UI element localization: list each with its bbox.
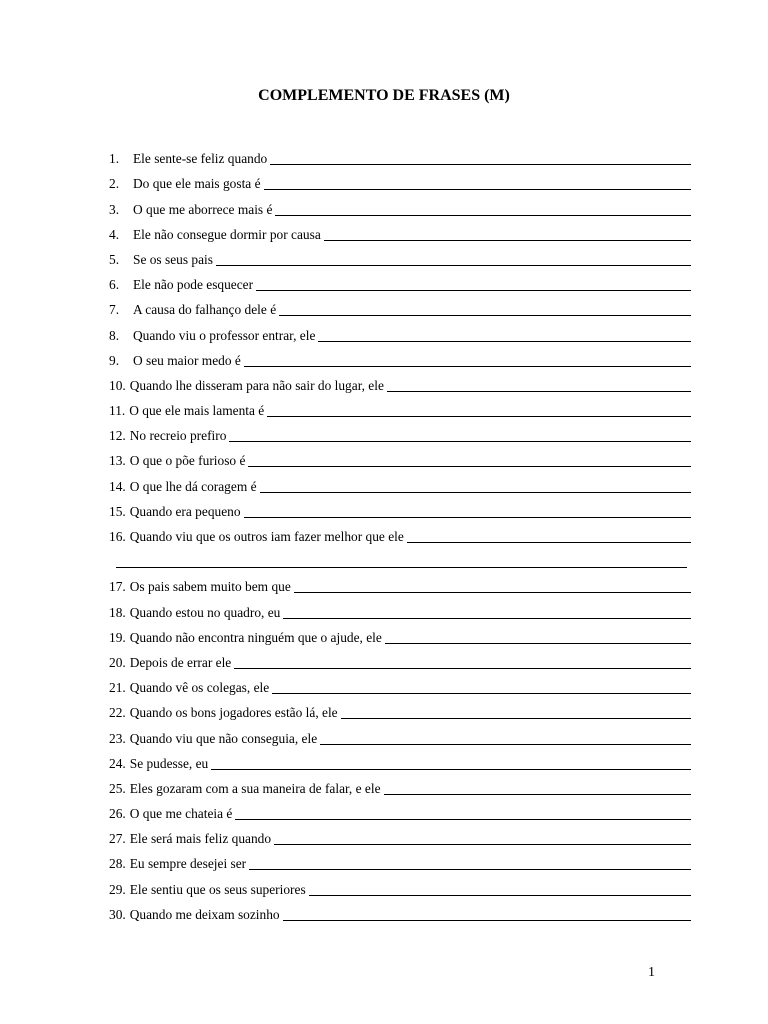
answer-blank-line[interactable] — [260, 491, 691, 493]
sentence-item — [109, 571, 691, 596]
answer-blank-line[interactable] — [275, 214, 691, 216]
sentence-prompt: O que me chateia é — [129, 806, 233, 822]
sentence-item — [109, 596, 691, 621]
item-number: 19. — [109, 629, 126, 645]
sentence-item — [109, 848, 691, 873]
item-number: 18. — [109, 604, 126, 620]
sentence-prompt: Eles gozaram com a sua maneira de falar, e ele — [129, 780, 381, 796]
sentence-prompt: Quando viu que os outros iam fazer melhor que ele — [129, 529, 404, 544]
sentence-item — [109, 873, 691, 898]
item-number: 10. — [109, 377, 126, 393]
sentence-prompt: Quando vê os colegas, ele — [129, 680, 270, 696]
sentence-prompt: Quando viu que não conseguia, ele — [129, 730, 318, 746]
item-number: 1. — [109, 151, 120, 167]
sentence-prompt: Quando os bons jogadores estão lá, ele — [129, 705, 338, 721]
answer-blank-line[interactable] — [270, 163, 691, 165]
sentence-item — [109, 647, 691, 672]
answer-blank-line[interactable] — [387, 390, 691, 392]
item-number: 26. — [109, 806, 126, 822]
sentence-item — [109, 672, 691, 697]
sentence-item — [109, 143, 691, 168]
sentence-prompt: O que o põe furioso é — [129, 453, 246, 469]
sentence-prompt: Quando me deixam sozinho — [129, 906, 280, 922]
document-title: COMPLEMENTO DE FRASES (M) — [258, 87, 510, 104]
answer-blank-line[interactable] — [279, 314, 691, 316]
answer-continuation-line[interactable] — [109, 546, 691, 571]
sentence-item — [109, 168, 691, 193]
sentence-item — [109, 445, 691, 470]
item-number: 20. — [109, 654, 126, 670]
sentence-prompt: Ele não pode esquecer — [133, 277, 254, 293]
item-number: 21. — [109, 680, 126, 696]
sentence-item — [109, 722, 691, 747]
sentence-prompt: Ele será mais feliz quando — [129, 831, 272, 847]
sentence-item — [109, 395, 691, 420]
sentence-item — [109, 823, 691, 848]
answer-blank-line[interactable] — [320, 743, 691, 745]
answer-blank-line[interactable] — [264, 188, 691, 190]
answer-blank-line[interactable] — [229, 440, 691, 442]
sentence-item — [109, 370, 691, 395]
sentence-prompt: O que ele mais lamenta é — [129, 403, 265, 419]
item-number: 22. — [109, 705, 126, 721]
sentence-item — [109, 773, 691, 798]
item-number: 6. — [109, 277, 120, 293]
item-number: 9. — [109, 352, 120, 368]
item-number: 8. — [109, 327, 120, 343]
sentence-item — [109, 622, 691, 647]
answer-blank-line[interactable] — [216, 264, 691, 266]
answer-blank-line[interactable] — [249, 868, 691, 870]
answer-blank-line[interactable] — [244, 365, 691, 367]
item-number: 5. — [109, 251, 120, 267]
sentence-prompt: Quando era pequeno — [129, 503, 241, 519]
answer-blank-line[interactable] — [235, 818, 691, 820]
answer-blank-line[interactable] — [211, 768, 691, 770]
item-number: 3. — [109, 201, 120, 217]
sentence-prompt: O que me aborrece mais é — [133, 201, 273, 217]
answer-blank-line[interactable] — [274, 843, 691, 845]
sentence-item — [109, 496, 691, 521]
sentence-item — [109, 345, 691, 370]
answer-blank-line[interactable] — [309, 894, 691, 896]
answer-blank-line[interactable] — [324, 239, 691, 241]
sentence-prompt: Quando lhe disseram para não sair do lugar, ele — [129, 377, 384, 393]
answer-blank-line[interactable] — [294, 591, 691, 593]
item-number: 16. — [109, 529, 126, 544]
answer-blank-line[interactable] — [248, 465, 691, 467]
answer-blank-line[interactable] — [256, 289, 691, 291]
sentence-prompt: Depois de errar ele — [129, 654, 232, 670]
item-number: 29. — [109, 881, 126, 897]
sentence-item — [109, 244, 691, 269]
sentence-item — [109, 748, 691, 773]
answer-blank-line[interactable] — [318, 340, 691, 342]
answer-blank-line[interactable] — [283, 919, 691, 921]
sentence-prompt: Quando não encontra ninguém que o ajude, ele — [129, 629, 382, 645]
answer-blank-line[interactable] — [384, 793, 691, 795]
item-number: 24. — [109, 755, 126, 771]
item-number: 12. — [109, 428, 126, 444]
sentence-item — [109, 319, 691, 344]
sentence-prompt: O seu maior medo é — [133, 352, 241, 368]
sentence-prompt: Do que ele mais gosta é — [133, 176, 261, 192]
sentence-prompt: Ele não consegue dormir por causa — [133, 226, 321, 242]
item-number: 11. — [109, 403, 126, 419]
item-number: 23. — [109, 730, 126, 746]
sentence-item — [109, 798, 691, 823]
sentence-prompt: Ele sentiu que os seus superiores — [129, 881, 306, 897]
answer-blank-line[interactable] — [407, 541, 691, 543]
sentence-prompt: Quando estou no quadro, eu — [129, 604, 281, 620]
item-number: 7. — [109, 302, 120, 318]
sentence-prompt: Eu sempre desejei ser — [129, 856, 247, 872]
sentence-prompt: O que lhe dá coragem é — [129, 478, 257, 494]
item-number: 27. — [109, 831, 126, 847]
sentence-item — [109, 470, 691, 495]
item-number: 28. — [109, 856, 126, 872]
sentence-item — [109, 521, 691, 546]
sentence-prompt: Se pudesse, eu — [129, 755, 209, 771]
sentence-prompt: Quando viu o professor entrar, ele — [133, 327, 316, 343]
page-number: 1 — [648, 965, 655, 980]
item-number: 17. — [109, 579, 126, 595]
sentence-item — [109, 294, 691, 319]
item-number: 2. — [109, 176, 120, 192]
item-number: 25. — [109, 780, 126, 796]
answer-blank-line[interactable] — [244, 516, 691, 518]
sentence-prompt: A causa do falhanço dele é — [133, 302, 277, 318]
sentence-item — [109, 899, 691, 924]
answer-blank-line[interactable] — [283, 617, 691, 619]
answer-blank-line[interactable] — [385, 642, 691, 644]
item-number: 15. — [109, 503, 126, 519]
sentence-prompt: No recreio prefiro — [129, 428, 227, 444]
sentence-item — [109, 193, 691, 218]
answer-blank-line[interactable] — [234, 667, 691, 669]
sentence-prompt: Os pais sabem muito bem que — [129, 579, 291, 595]
answer-blank-line[interactable] — [267, 415, 691, 417]
sentence-item — [109, 420, 691, 445]
sentence-prompt: Ele sente-se feliz quando — [133, 151, 268, 167]
sentence-list — [109, 143, 691, 924]
answer-blank-line[interactable] — [272, 692, 691, 694]
sentence-item — [109, 219, 691, 244]
continuation-rule — [116, 567, 687, 568]
item-number: 30. — [109, 906, 126, 922]
sentence-prompt: Se os seus pais — [133, 251, 213, 267]
item-number: 13. — [109, 453, 126, 469]
sentence-item — [109, 697, 691, 722]
sentence-item — [109, 269, 691, 294]
answer-blank-line[interactable] — [341, 717, 691, 719]
item-number: 4. — [109, 226, 120, 242]
item-number: 14. — [109, 478, 126, 494]
